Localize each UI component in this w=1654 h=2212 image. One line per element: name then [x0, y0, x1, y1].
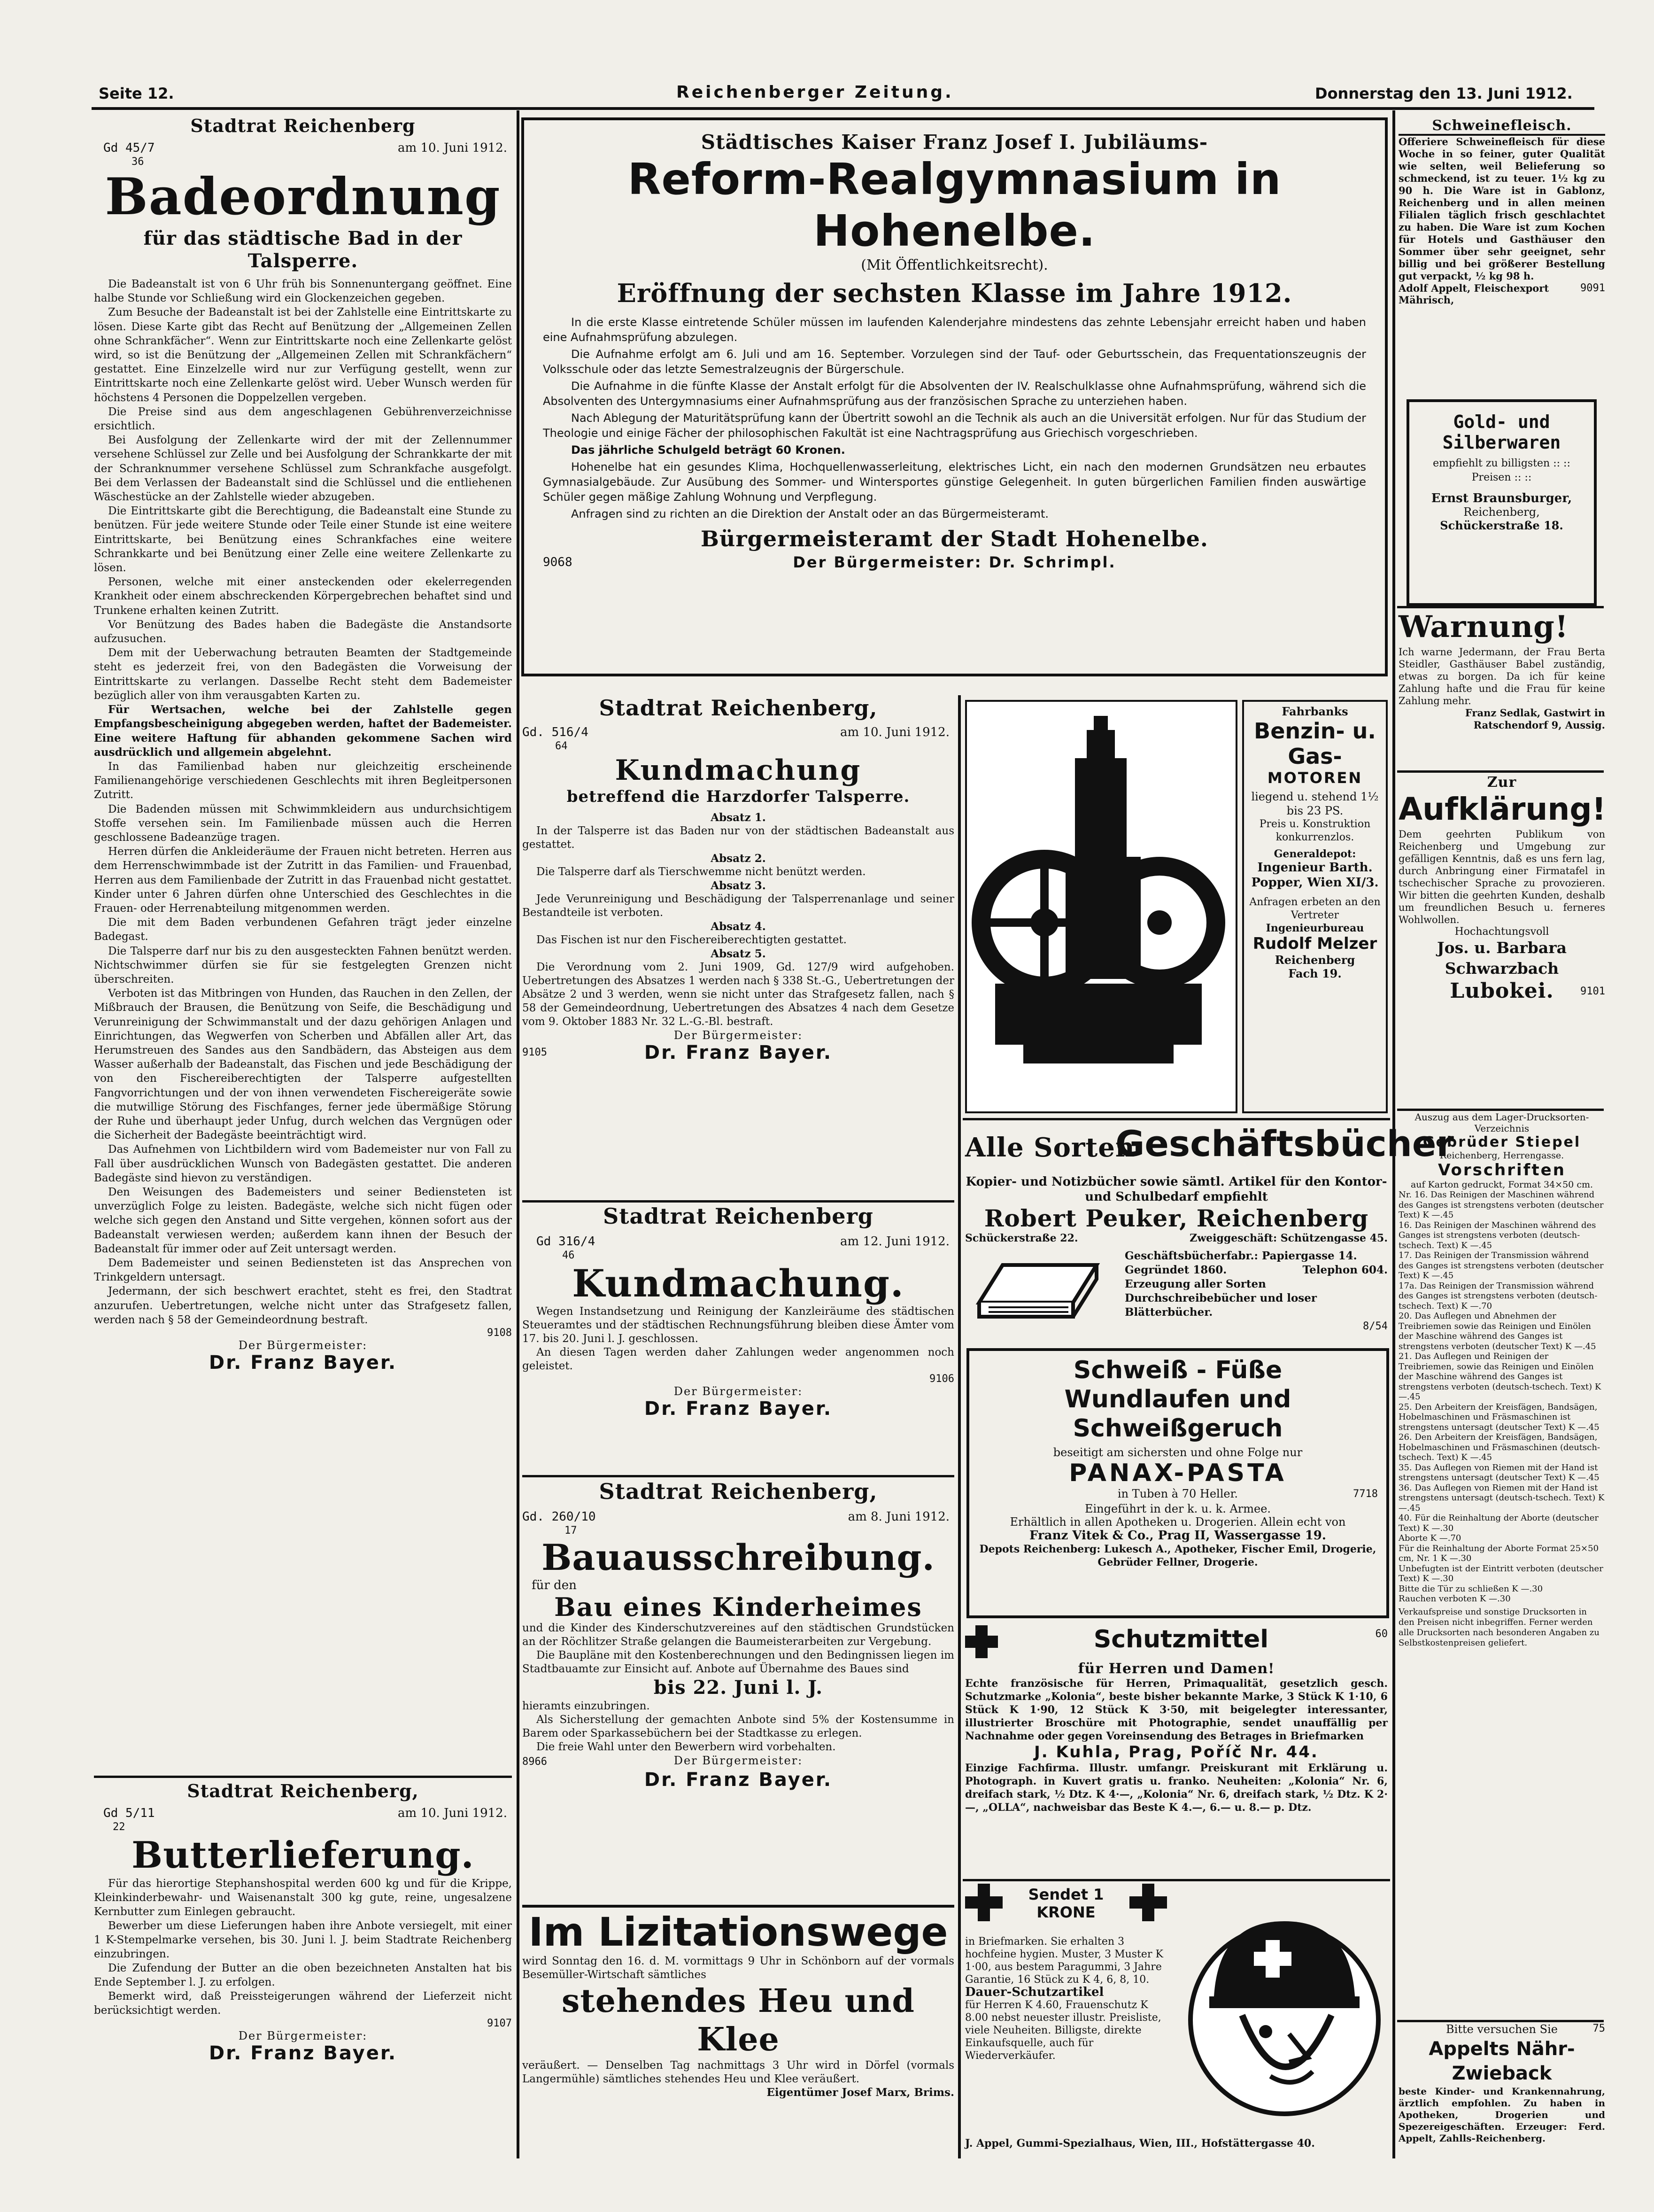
- notice-date: am 10. Juni 1912.: [398, 141, 507, 155]
- ad-code: 9068: [543, 555, 572, 569]
- signature-label: Der Bürgermeister:: [673, 1385, 803, 1398]
- notice-title: Kundmachung.: [572, 1261, 904, 1305]
- paragraph: Die Talsperre darf als Tierschwemme nicht benützt werden.: [536, 866, 866, 878]
- paragraph: Zum Besuche der Badeanstalt ist bei der Zahlstelle eine Eintrittskarte zu lösen. Diese Karte gibt das Recht auf Benützung der „Allgemeinen Zellen ohne Schrankfächer“. Wenn zur Eintrittskarte noch eine Zellenkarte gelöst wird, so ist die Benützung der „Allgemeinen Zellen mit Schrankfächern“ gestattet. Eine Einzelzelle wird nur zur Verfügung gestellt, wenn zur Eintrittskarte noch eine Zellenkarte gelöst wird. Ueber Wunsch werden für höchstens 4 Personen die Doppelzellen vergeben.: [94, 306, 512, 404]
- section-divider: [522, 1475, 954, 1477]
- paragraph: Herren dürfen die Ankleideräume der Frauen nicht betreten. Herren aus dem Herrenschwimmbade ist der Zutritt in das Familien- und Frauenbad, Herren aus dem Familienbade der Zutritt in das Frauenbad nicht gestattet. Kinder unter 6 Jahren dürfen ohne Unterschied des Geschlechtes in die Frauen- oder Herrenabteilung mitgenommen werden.: [94, 846, 512, 915]
- paragraph: Die Preise sind aus dem angeschlagenen Gebührenverzeichnisse ersichtlich.: [94, 405, 512, 433]
- authority-heading: Stadtrat Reichenberg,: [599, 1479, 878, 1504]
- motor-price: Preis u. Konstruktion konkurrenzlos.: [1259, 818, 1371, 843]
- books-line1: Alle Sorten: [965, 1132, 1135, 1163]
- motor-box: Fach 19.: [1288, 967, 1342, 980]
- notice-title: Kundmachung: [615, 754, 862, 787]
- shop-sub: auf Karton gedruckt, Format 34×50 cm.: [1410, 1180, 1593, 1190]
- gold-city: Reichenberg,: [1463, 505, 1540, 519]
- protect-text: Echte französische für Herren, Primaqualität, gesetzlich gesch. Schutzmarke „Kolonia“, beste bisher bekannte Marke, 3 Stück K 1·10, 6 Stück K 1·90, 12 Stück K 3·50, mit beigelegter interessanter, illustrierter Broschüre mit Photographie, sendet unauffällig per Nachnahme oder gegen Voreinsendung des Betrages in Briefmarken: [965, 1677, 1388, 1742]
- paragraph: Das Aufnehmen von Lichtbildern wird vom Bademeister nur von Fall zu Fall über ausdrücklichen Wunsch von Badegästen gestattet. Die anderen Badegäste sind hievon zu verständigen.: [94, 1143, 512, 1184]
- paragraph: Die Zufendung der Butter an die oben bezeichneten Anstalten hat bis Ende September l. J. zu erfolgen.: [94, 1962, 512, 1988]
- paragraph: In der Talsperre ist das Baden nur von der städtischen Badeanstalt aus gestattet.: [522, 825, 954, 851]
- warning-name: Franz Sedlak, Gastwirt in Ratschendorf 9, Aussig.: [1465, 707, 1605, 731]
- section-divider: [522, 1905, 954, 1908]
- pork-firm: Adolf Appelt, Fleischexport Mährisch,: [1399, 282, 1549, 306]
- paragraph: In die erste Klasse eintretende Schüler müssen im laufenden Kalenderjahre mindestens das zehnte Lebensjahr erreicht haben und haben eine Aufnahmsprüfung abzulegen.: [543, 316, 1366, 344]
- paragraph: Bemerkt wird, daß Preissteigerungen während der Lieferzeit nicht berücksichtigt werden.: [94, 1990, 512, 2017]
- feet-title: Schweiß - Füße: [1073, 1356, 1283, 1384]
- pork-title: Schweinefleisch.: [1399, 117, 1605, 136]
- gold-text: empfiehlt zu billigsten :: :: Preisen :: ::: [1433, 458, 1570, 483]
- engine-icon: [967, 702, 1236, 1111]
- notice-date: am 10. Juni 1912.: [840, 725, 950, 739]
- books-product: Erzeugung aller Sorten Durchschreibebücher und loser Blätterbücher.: [1125, 1278, 1317, 1319]
- issue-date: Donnerstag den 13. Juni 1912.: [1315, 85, 1573, 102]
- school-status: (Mit Öffentlichkeitsrecht).: [861, 257, 1048, 273]
- signature-label: Der Bürgermeister:: [673, 1029, 803, 1042]
- pork-text: Offeriere Schweinefleisch für diese Woche in so feiner, guter Qualität wie selten, weil Belieferung so schmeckend, ist zu teuer. 1½ kg zu 90 h. Die Ware ist in Gablonz, Reichenberg und in allen meinen Filialen täglich frisch geschlachtet zu haben. Die Ware ist zum Kochen für Hotels und Gasthäuser den Sommer über sehr geeignet, sehr billig und bei größerer Bestellung gut verpackt, ½ kg 98 h.: [1399, 136, 1605, 282]
- paragraph: Bewerber um diese Lieferungen haben ihre Anbote versiegelt, mit einer 1 K-Stempelmarke versehen, bis 30. Juni l. J. beim Stadtrate Reichenberg einzubringen.: [94, 1920, 512, 1960]
- newspaper-name: Reichenberger Zeitung.: [676, 83, 954, 102]
- auction-signature: Eigentümer Josef Marx, Brims.: [766, 2086, 954, 2099]
- section-heading: Absatz 3.: [711, 879, 766, 892]
- ad-code: 8/54: [1363, 1320, 1388, 1332]
- reference-number: Gd. 260/10: [522, 1510, 596, 1524]
- notice-body: [522, 811, 954, 1029]
- paragraph: Vor Benützung des Bades haben die Badegäste die Anstandsorte aufzusuchen.: [94, 618, 512, 645]
- books-branch: Zweiggeschäft: Schützengasse 45.: [1190, 1232, 1388, 1244]
- paragraph: Dem Bademeister und seinen Bediensteten ist das Ansprechen von Trinkgeldern untersagt.: [94, 1257, 512, 1284]
- motor-depot-label: Generaldepot:: [1274, 848, 1356, 860]
- auction-text2: veräußert. — Denselben Tag nachmittags 3 Uhr wird in Dörfel (vormals Langermühle) sämtliches stehendes Heu und Klee veräußert.: [522, 2059, 954, 2085]
- reference-sub: 22: [113, 1821, 125, 1833]
- feet-depot: Depots Reichenberg: Lukesch A., Apotheker, Fischer Emil, Drogerie, Gebrüder Fellner, Drogerie.: [979, 1543, 1376, 1568]
- books-ad: [965, 1123, 1454, 1345]
- gold-firm: Ernst Braunsburger,: [1431, 491, 1572, 505]
- section-divider: [94, 1776, 512, 1778]
- books-details: [1125, 1249, 1388, 1334]
- section-heading: Absatz 4.: [711, 920, 766, 933]
- zwieback-text: beste Kinder- und Krankennahrung, ärztlich empfohlen. Zu haben in Apotheken, Drogerien und Spezereigeschäften. Erzeuger: Ferd. Appelt, Zahlls-Reichenberg.: [1399, 2086, 1605, 2144]
- list-item: 25. Den Arbeitern der Kreisfägen, Bandsägen, Hobelmaschinen und Fräsmaschinen ist strengstens untersagt (deutscher Text) K —.45: [1399, 1402, 1600, 1432]
- motor-agent: Rudolf Melzer: [1252, 934, 1377, 953]
- reference-sub: 36: [131, 156, 144, 168]
- books-title: Geschäftsbücher: [1115, 1123, 1454, 1164]
- list-item: 20. Das Auflegen und Abnehmen der Treibriemen sowie das Reinigen und Einölen der Maschine während des Ganges ist strengstens verboten (deutscher Text) K —.45: [1399, 1311, 1596, 1351]
- ad-code: 9107: [487, 2018, 512, 2029]
- authority-heading: Stadtrat Reichenberg,: [187, 1780, 419, 1801]
- engine-illustration: [965, 700, 1237, 1113]
- books-factory: Geschäftsbücherfabr.: Papiergasse 14.: [1125, 1250, 1357, 1262]
- feet-text2: Eingeführt in der k. u. k. Armee.: [1084, 1502, 1271, 1515]
- krone-head: Dauer-Schutzartikel: [965, 1985, 1104, 1999]
- authority-heading: Stadtrat Reichenberg,: [599, 695, 878, 721]
- section-divider: [963, 1118, 1390, 1120]
- krone-firm: J. Appel, Gummi-Spezialhaus, Wien, III., Hofstättergasse 40.: [965, 2137, 1315, 2150]
- signature-label: Der Bürgermeister:: [238, 2029, 368, 2042]
- auction-title: Im Lizitationswege: [528, 1909, 948, 1955]
- paragraph: Die Talsperre darf nur bis zu den ausgesteckten Fahnen benützt werden. Nichtschwimmer dürfen sie für sie festgelegten Grenzen nicht überschreiten.: [94, 945, 512, 986]
- shop-title: Vorschriften: [1438, 1161, 1566, 1180]
- feet-title3: Schweißgeruch: [1073, 1414, 1283, 1443]
- gymnasium-ad: [521, 117, 1388, 676]
- ad-code: 9091: [1580, 282, 1605, 294]
- motor-office: Ingenieurbureau: [1266, 922, 1364, 934]
- protect-sub: für Herren und Damen!: [1078, 1661, 1275, 1677]
- header-rule: [92, 107, 1594, 110]
- reference-number: Gd 5/11: [103, 1806, 155, 1820]
- notice-title: Butterlieferung.: [131, 1834, 474, 1877]
- clarify-text: Dem geehrten Publikum von Reichenberg und Umgebung zur gefälligen Kenntnis, daß es uns fern lag, durch Anbringung einer Firmatafel in tschechischer Sprache zu provozieren. Wir bitten die geehrten Kunden, deshalb um freundlichen Besuch u. ferneres Wohlwollen.: [1399, 829, 1605, 925]
- clarify-ad: [1399, 774, 1605, 1003]
- section-divider: [1397, 770, 1604, 773]
- authority-heading: Stadtrat Reichenberg: [603, 1203, 873, 1229]
- section-heading: Absatz 1.: [711, 811, 766, 824]
- for-label: für den: [532, 1578, 577, 1592]
- motor-city: Reichenberg: [1275, 953, 1355, 967]
- ad-code: 75: [1592, 2023, 1605, 2034]
- book-icon: [974, 1256, 1115, 1326]
- list-item: Aborte K —.70: [1399, 1533, 1461, 1543]
- feet-product: PANAX-PASTA: [1069, 1459, 1287, 1487]
- books-text: Kopier- und Notizbücher sowie sämtl. Artikel für den Kontor- und Schulbedarf empfiehlt: [966, 1175, 1387, 1204]
- krone-text: in Briefmarken. Sie erhalten 3 hochfeine hygien. Muster, 3 Muster K 1·00, aus bestem Paragummi, 3 Jahre Garantie, 16 Stück zu K 4, 6, 8, 10.: [965, 1936, 1163, 1986]
- talsperre-notice: [522, 695, 954, 1063]
- paragraph: Die mit dem Baden verbundenen Gefahren trägt jeder einzelne Badegast.: [94, 916, 512, 943]
- paragraph: Anfragen sind zu richten an die Direktion der Anstalt oder an das Bürgermeisteramt.: [571, 507, 1049, 520]
- shop-foot: Verkaufspreise und sonstige Drucksorten in den Preisen nicht inbegriffen. Ferner werden alle Drucksorten nach besonderen Angaben zu Selbstkostenpreisen geliefert.: [1399, 1607, 1600, 1648]
- reference-sub: 17: [564, 1525, 577, 1537]
- cross-icon: [965, 1625, 998, 1658]
- ad-code: 8966: [522, 1756, 547, 1768]
- cross-icon: [965, 1884, 1003, 1921]
- deadline: bis 22. Juni l. J.: [653, 1676, 823, 1699]
- project-name: Bau eines Kinderheimes: [554, 1592, 922, 1622]
- paragraph: hieramts einzubringen.: [522, 1700, 650, 1712]
- motor-title: Benzin- u. Gas-: [1254, 718, 1376, 769]
- paragraph: Die Eintrittskarte gibt die Berechtigung, die Badeanstalt eine Stunde zu benützen. Für jede weitere Stunde oder Teile einer Stunde ist eine weitere Eintrittskarte, bei Benützung eines Schrankfaches eine weitere Schrankkarte und bei Benützung einer Zelle eine weitere Zellenkarte zu lösen.: [94, 505, 512, 574]
- ad-code: 7718: [1353, 1488, 1378, 1500]
- signature-label: Der Bürgermeister:: [673, 1754, 803, 1767]
- clarify-shop: Lubokei.: [1450, 979, 1554, 1003]
- list-item: Rauchen verboten K —.30: [1399, 1594, 1511, 1604]
- regulations-ad: [1399, 1111, 1605, 1648]
- list-item: Unbefugten ist der Eintritt verboten (deutscher Text) K —.30: [1399, 1563, 1603, 1583]
- gold-title2: Silberwaren: [1442, 432, 1561, 453]
- notice-subtitle: betreffend die Harzdorfer Talsperre.: [566, 787, 910, 806]
- paragraph: Wegen Instandsetzung und Reinigung der Kanzleiräume des städtischen Steueramtes und der städtischen Rechnungsführung bleiben diese Ämter vom 17. bis 20. Juni l. J. geschlossen.: [522, 1305, 954, 1345]
- books-addr: Schückerstraße 22.: [965, 1232, 1078, 1244]
- paragraph: Die Baupläne mit den Kostenberechnungen und den Bedingnissen liegen im Stadtbauamte zur Einsicht auf. Anbote auf Übernahme des Baues sind: [522, 1649, 954, 1675]
- krone-body: [965, 1935, 1172, 2062]
- clarify-name: Jos. u. Barbara Schwarzbach: [1437, 939, 1567, 978]
- protect-ad: [965, 1625, 1388, 1814]
- motor-brand: Fahrbanks: [1282, 705, 1348, 718]
- krone-text2: für Herren K 4.60, Frauenschutz K 8.00 nebst neuester illustr. Preisliste, viele Neuheiten. Billigste, direkte Einkaufsquelle, auch für Wiederverkäufer.: [965, 1999, 1161, 2062]
- ad-body: [543, 315, 1366, 521]
- signature-label: Der Bürgermeister:: [238, 1339, 368, 1352]
- feet-pack: in Tuben à 70 Heller.: [1117, 1487, 1238, 1500]
- zwieback-pre: Bitte versuchen Sie: [1446, 2023, 1558, 2036]
- motor-specs: liegend u. stehend 1½ bis 23 PS.: [1251, 790, 1379, 817]
- signature: Dr. Franz Bayer.: [644, 1042, 833, 1063]
- warning-ad: [1399, 608, 1605, 731]
- bauausschreibung-notice: [522, 1479, 954, 1791]
- gold-addr: Schückerstraße 18.: [1440, 519, 1563, 532]
- cross-icon: [1129, 1884, 1167, 1921]
- zwieback-title: Appelts Nähr-Zwieback: [1429, 2038, 1575, 2084]
- list-item: Für die Reinhaltung der Aborte Format 25×50 cm, Nr. 1 K —.30: [1399, 1543, 1599, 1563]
- ad-code: 9105: [522, 1047, 547, 1058]
- paragraph: Die freie Wahl unter den Bewerbern wird vorbehalten.: [536, 1741, 836, 1753]
- paragraph: Das Fischen ist nur den Fischereiberechtigten gestattet.: [536, 934, 847, 946]
- krone-ad: [965, 1884, 1388, 2156]
- list-item: Bitte die Tür zu schließen K —.30: [1399, 1583, 1543, 1594]
- badeordnung-notice: [94, 115, 512, 1374]
- protect-title: Schutzmittel: [1093, 1625, 1269, 1653]
- list-item: 35. Das Auflegen von Riemen mit der Hand ist strengstens untersagt (deutscher Text) K —.45: [1399, 1462, 1600, 1482]
- paragraph: Personen, welche mit einer ansteckenden oder ekelerregenden Krankheit oder einem abschreckenden Körpergebrechen behaftet sind und Trunkene erhalten keinen Zutritt.: [94, 576, 512, 617]
- signature: Der Bürgermeister: Dr. Schrimpl.: [793, 553, 1116, 571]
- section-heading: Absatz 2.: [711, 852, 766, 865]
- notice-date: am 10. Juni 1912.: [398, 1806, 507, 1820]
- paragraph: Dem mit der Ueberwachung betrauten Beamten der Stadtgemeinde steht es jederzeit frei, von den Badegästen die Vorweisung der Eintrittskarte zu verlangen. Dasselbe Recht steht dem Bademeister bezüglich aller von ihm verausgabten Karten zu.: [94, 647, 512, 702]
- paragraph: Nach Ablegung der Maturitätsprüfung kann der Übertritt sowohl an die Technik als auch an die Universität erfolgen. Nur für das Studium der Theologie und einige Fächer der philosophischen Fakultät ist eine Nachtragsprüfung aus Griechisch vorgeschrieben.: [543, 411, 1366, 440]
- auction-headline: stehendes Heu und Klee: [562, 1982, 915, 2058]
- auction-ad: [522, 1909, 954, 2099]
- signature: Dr. Franz Bayer.: [209, 1352, 397, 1374]
- section-divider: [1397, 1109, 1604, 1111]
- notice-date: am 8. Juni 1912.: [848, 1510, 950, 1524]
- list-item: 21. Das Auflegen und Reinigen der Treibriemen, sowie das Reinigen und Einölen der Maschine während des Ganges ist strengstens verboten (deutsch-tschech. Text) K —.45: [1399, 1351, 1601, 1402]
- list-item: 26. Den Arbeitern der Kreisfägen, Bandsägen, Hobelmaschinen und Fräsmaschinen (deutsch-tschech. Text) K —.45: [1399, 1432, 1600, 1462]
- signature: Dr. Franz Bayer.: [644, 1398, 833, 1420]
- paragraph: Verboten ist das Mitbringen von Hunden, das Rauchen in den Zellen, der Mißbrauch der Brausen, die Benützung von Seife, die Beschädigung und Verunreinigung der Schwimmanstalt und der dazu gehörigen Anlagen und Einrichtungen, das Wegwerfen von Scherben und Abfällen aller Art, das Herumstreuen des Sandes aus den Sandbädern, das Absteigen aus dem Wasser außerhalb der Badeanstalt, das Fischen und jede Beschädigung der von den Fischereiberechtigten der Talsperre aufgestellten Fangvorrichtungen und der von ihnen verwendeten Fischereigeräte sowie die mutwillige Störung des Fischfanges, ferner jede übermäßige Störung der Ruhe und überhaupt jeder Unfug, durch welchen das Vergnügen oder die Sicherheit der Badegäste beeinträchtigt wird.: [94, 987, 512, 1142]
- motor-offers: Anfragen erbeten an den Vertreter: [1249, 896, 1381, 921]
- reference-number: Gd 316/4: [536, 1234, 595, 1249]
- gold-ad: [1407, 399, 1597, 606]
- opening-headline: Eröffnung der sechsten Klasse im Jahre 1912.: [617, 278, 1292, 308]
- reference-sub: 64: [555, 740, 568, 752]
- shop-city: Reichenberg, Herrengasse.: [1439, 1150, 1564, 1161]
- notice-body: [522, 1622, 954, 1754]
- list-item: 17. Das Reinigen der Transmission während des Ganges ist strengstens verboten (deutscher Text) K —.45: [1399, 1250, 1604, 1281]
- paragraph: Bei Ausfolgung der Zellenkarte wird der mit der Zellennummer versehene Schlüssel zur Zelle und bei Ausfolgung der Schrankkarte der mit der Schranknummer versehene Schlüssel zum Schrankfache ausgefolgt. Bei dem Verlassen der Badeanstalt sind die Schlüssel und die entliehenen Wäschestücke an der Zahlstelle wieder abzugeben.: [94, 434, 512, 504]
- ad-line1: Städtisches Kaiser Franz Josef I. Jubiläums-: [701, 131, 1208, 154]
- regulation-list: [1399, 1190, 1605, 1604]
- paragraph: Jede Verunreinigung und Beschädigung der Talsperrenanlage und seiner Bestandteile ist verboten.: [522, 893, 954, 919]
- pork-ad: [1399, 117, 1605, 306]
- list-item: 17a. Das Reinigen der Transmission während des Ganges ist strengstens verboten (deutsch-tschech. Text) K —.70: [1399, 1281, 1598, 1311]
- signature: Dr. Franz Bayer.: [209, 2042, 397, 2064]
- section-divider: [963, 1879, 1390, 1881]
- books-phone: Telephon 604.: [1302, 1264, 1388, 1276]
- shop-intro: Auszug aus dem Lager-Drucksorten-Verzeichnis: [1414, 1111, 1589, 1134]
- gold-title: Gold- und: [1453, 411, 1550, 432]
- shop-firm: Gebrüder Stiepel: [1422, 1134, 1581, 1150]
- warning-title: Warnung!: [1399, 609, 1569, 644]
- list-item: Nr. 16. Das Reinigen der Maschinen während des Ganges ist strengstens verboten (deutscher Text) K —.45: [1399, 1190, 1604, 1220]
- protect-firm: J. Kuhla, Prag, Poříč Nr. 44.: [1034, 1743, 1319, 1762]
- ad-code: 9101: [1580, 986, 1605, 997]
- notice-body: [94, 277, 512, 1327]
- list-item: 40. Für die Reinhaltung der Aborte (deutscher Text) K —.30: [1399, 1513, 1599, 1533]
- auction-text: wird Sonntag den 16. d. M. vormittags 9 Uhr in Schönborn auf der vormals Besemüller-Wirtschaft sämtliches: [522, 1955, 954, 1981]
- paragraph: Für Wertsachen, welche bei der Zahlstelle gegen Empfangsbescheinigung abgegeben werden, haftet der Bademeister. Eine weitere Haftung für abhanden gekommene Sachen wird ausdrücklich und allgemein abgelehnt.: [94, 703, 512, 759]
- page-number: Seite 12.: [99, 85, 174, 102]
- section-divider: [522, 1200, 954, 1203]
- paragraph: Hohenelbe hat ein gesundes Klima, Hochquellenwasserleitung, elektrisches Licht, ein nach den modernen Grundsätzen neu erbautes Gymnasialgebäude. Zur Ausübung des Sommer- und Wintersportes günstige Gelegenheit. In guten bürgerlichen Familien finden auswärtige Schüler gegen mäßige Zahlung Wohnung und Verpflegung.: [543, 460, 1366, 504]
- paragraph: Als Sicherstellung der gemachten Anbote sind 5% der Kostensumme in Barem oder Sparkassebüchern bei der Stadtkasse zu erlegen.: [522, 1714, 954, 1739]
- krone-title: Sendet 1 KRONE: [1028, 1886, 1104, 1921]
- column-rule: [517, 110, 519, 2158]
- feet-title2: Wundlaufen und: [1064, 1385, 1291, 1413]
- notice-subtitle: für das städtische Bad in der Talsperre.: [143, 227, 463, 272]
- paragraph: Den Weisungen des Bademeisters und seiner Bediensteten ist unverzüglich Folge zu leisten. Badegäste, welche sich nicht fügen oder welche sich gegen den Anstand und Sitte vergehen, können sofort aus der Badeanstalt verwiesen werden; außerdem kann ihnen der Besuch der Badeanstalt für immer oder auf Zeit untersagt werden.: [94, 1186, 512, 1255]
- paragraph: Die Verordnung vom 2. Juni 1909, Gd. 127/9 wird aufgehoben. Uebertretungen des Absatzes 1 werden nach § 338 St.-G., Uebertretungen der Absätze 2 und 3 werden, wenn sie nicht unter das Strafgesetz fallen, nach § 58 der Gemeindeordnung, Uebertretungen des Absatzes 4 nach dem Gesetze vom 9. Oktober 1883 Nr. 32 L.-G.-Bl. bestraft.: [522, 961, 954, 1028]
- authority-heading: Stadtrat Reichenberg: [190, 115, 416, 136]
- paragraph: An diesen Tagen werden daher Zahlungen weder angenommen noch geleistet.: [522, 1346, 954, 1372]
- butterlieferung-notice: [94, 1780, 512, 2064]
- ad-code: 60: [1375, 1628, 1388, 1640]
- reference-number: Gd 45/7: [103, 141, 155, 155]
- section-heading: Absatz 5.: [711, 947, 766, 960]
- feet-maker: Franz Vitek & Co., Prag II, Wassergasse 19.: [1029, 1529, 1326, 1543]
- paragraph: Die Badeanstalt ist von 6 Uhr früh bis Sonnenuntergang geöffnet. Eine halbe Stunde vor Schließung wird ein Glockenzeichen gegeben.: [94, 278, 512, 305]
- notice-title: Bauausschreibung.: [541, 1537, 935, 1578]
- ad-code: 9108: [487, 1327, 512, 1339]
- list-item: 16. Das Reinigen der Maschinen während des Ganges ist strengstens verboten (deutsch-tschech. Text) K —.45: [1399, 1220, 1596, 1250]
- paragraph: Die Badenden müssen mit Schwimmkleidern aus undurchsichtigem Stoffe versehen sein. Im Familienbade müssen auch die Herren geschlossene Badeanzüge tragen.: [94, 803, 512, 844]
- paragraph: und die Kinder des Kinderschutzvereines auf den städtischen Grundstücken an der Röchlitzer Straße gelangen die Baumeisterarbeiten zur Vergebung.: [522, 1622, 954, 1648]
- notice-title: Badeordnung: [105, 167, 501, 226]
- paragraph: Für das hierortige Stephanshospital werden 600 kg und für die Krippe, Kleinkinderbewahr- und Waisenanstalt 300 kg gute, reine, ungesalzene Kernbutter zum Einlegen gebraucht.: [94, 1878, 512, 1918]
- paragraph: Jedermann, der sich beschwert erachtet, steht es frei, den Stadtrat anzurufen. Uebertretungen, welche nicht unter das Strafgesetz fallen, werden nach § 58 der Gemeindeordnung bestraft.: [94, 1285, 512, 1326]
- zwieback-ad: [1399, 2023, 1605, 2144]
- notice-body: [94, 1877, 512, 2018]
- kanzlei-notice: [522, 1203, 954, 1420]
- warning-text: Ich warne Jedermann, der Frau Berta Steidler, Gasthäuser Babel zuständig, etwas zu borgen. Da ich für keine Zahlung hafte und die Frau für keine Zahlung mehr.: [1399, 646, 1605, 706]
- clarify-sign: Hochachtungsvoll: [1454, 926, 1549, 938]
- books-firm: Robert Peuker, Reichenberg: [984, 1204, 1369, 1232]
- column-rule: [958, 695, 961, 2158]
- paragraph: In das Familienbad haben nur gleichzeitig erscheinende Familienangehörige verschiedenen Geschlechts mit ihren Begleitpersonen Zutritt.: [94, 760, 512, 801]
- feet-ad: [966, 1348, 1389, 1618]
- list-item: 36. Das Auflegen von Riemen mit der Hand ist strengstens untersagt (deutsch-tschech. Text) K —.45: [1399, 1482, 1605, 1513]
- ad-code: 9106: [929, 1373, 954, 1385]
- man-with-hat-illustration: [1181, 1902, 1383, 2128]
- motor-title2: MOTOREN: [1267, 769, 1363, 787]
- section-divider: [1397, 2020, 1604, 2022]
- clarify-pre: Zur: [1487, 774, 1517, 791]
- feet-text: beseitigt am sichersten und ohne Folge nur: [1053, 1446, 1303, 1459]
- office-name: Bürgermeisteramt der Stadt Hohenelbe.: [701, 526, 1208, 551]
- paragraph: Die Aufnahme in die fünfte Klasse der Anstalt erfolgt für die Absolventen der IV. Realschulklasse ohne Aufnahmsprüfung, während sich die Absolventen des Untergymnasiums einer Aufnahmsprüfung aus der französischen Sprache zu unterziehen haben.: [543, 380, 1366, 408]
- books-founded: Gegründet 1860.: [1125, 1264, 1227, 1276]
- school-title: Reform-Realgymnasium in Hohenelbe.: [627, 154, 1282, 256]
- reference-sub: 46: [562, 1250, 575, 1261]
- paragraph: Die Aufnahme erfolgt am 6. Juli und am 16. September. Vorzulegen sind der Tauf- oder Geburtsschein, das Frequentationszeugnis der Volksschule oder das letzte Semestralzeugnis der Bürgerschule.: [543, 348, 1366, 376]
- paragraph: Das jährliche Schulgeld beträgt 60 Kronen.: [571, 443, 845, 457]
- reference-number: Gd. 516/4: [522, 725, 588, 739]
- motor-depot: Ingenieur Barth. Popper, Wien XI/3.: [1251, 861, 1379, 890]
- notice-date: am 12. Juni 1912.: [840, 1234, 950, 1249]
- signature: Dr. Franz Bayer.: [644, 1769, 833, 1791]
- motor-ad: [1242, 700, 1388, 1113]
- notice-body: [522, 1305, 954, 1373]
- feet-text3: Erhältlich in allen Apotheken u. Drogerien. Allein echt von: [1010, 1515, 1346, 1529]
- clarify-title: Aufklärung!: [1399, 791, 1606, 827]
- protect-text2: Einzige Fachfirma. Illustr. umfangr. Preiskurant mit Erklärung u. Photograph. in Kuvert gratis u. franko. Neuheiten: „Kolonia“ Nr. 6, dreifach stark, ½ Dtz. K 4·—, „Kolonia“ Nr. 6, dreifach stark, ½ Dtz. K 2·—, „OLLA“, nachweisbar das Beste K 4.—, 6.— u. 8.— p. Dtz.: [965, 1762, 1388, 1814]
